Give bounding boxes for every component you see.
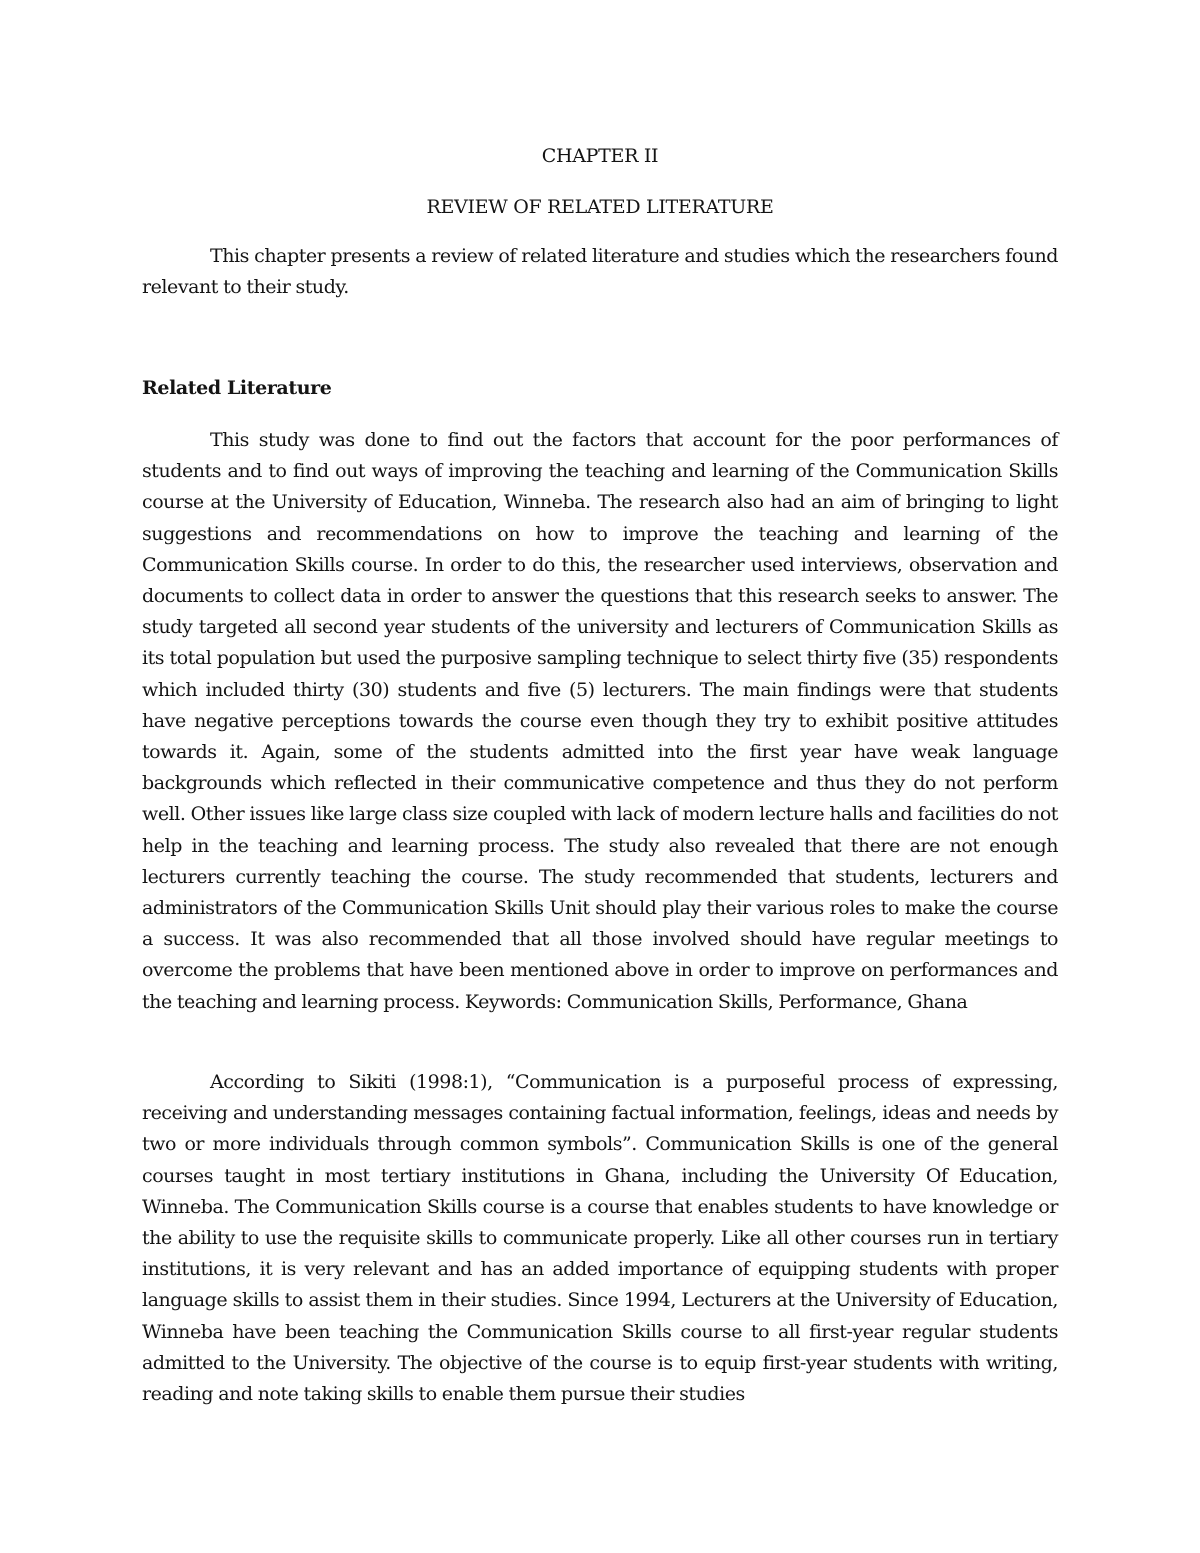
section-heading: Related Literature	[142, 377, 332, 399]
body-paragraph: According to Sikiti (1998:1), “Communication is a purposeful process of expressing, receiving and understanding messages containing factual information, feelings, ideas and needs by two or more individuals through common symbols”. Communication Skills is one of the general courses taught in most tertiary institutions in Ghana, including the University Of Education, Winneba. The Communication Skills course is a course that enables students to have knowledge or the ability to use the requisite skills to communicate properly. Like all other courses run in tertiary institutions, it is very relevant and has an added importance of equipping students with proper language skills to assist them in their studies. Since 1994, Lecturers at the University of Education, Winneba have been teaching the Communication Skills course to all first-year regular students admitted to the University. The objective of the course is to equip first-year students with writing, reading and note taking skills to enable them pursue their studies	[142, 1071, 1058, 1406]
chapter-title: CHAPTER II	[541, 145, 659, 167]
body-paragraph: This study was done to find out the factors that account for the poor performances of students and to find out ways of improving the teaching and learning of the Communication Skills course at the University of Education, Winneba. The research also had an aim of bringing to light suggestions and recommendations on how to improve the teaching and learning of the Communication Skills course. In order to do this, the researcher used interviews, observation and documents to collect data in order to answer the questions that this research seeks to answer. The study targeted all second year students of the university and lecturers of Communication Skills as its total population but used the purposive sampling technique to select thirty five (35) respondents which included thirty (30) students and five (5) lecturers. The main findings were that students have negative perceptions towards the course even though they try to exhibit positive attitudes towards it. Again, some of the students admitted into the first year have weak language backgrounds which reflected in their communicative competence and thus they do not perform well. Other issues like large class size coupled with lack of modern lecture halls and facilities do not help in the teaching and learning process. The study also revealed that there are not enough lecturers currently teaching the course. The study recommended that students, lecturers and administrators of the Communication Skills Unit should play their various roles to make the course a success. It was also recommended that all those involved should have regular meetings to overcome the problems that have been mentioned above in order to improve on performances and the teaching and learning process. Keywords: Communication Skills, Performance, Ghana	[142, 429, 1058, 1013]
intro-paragraph: This chapter presents a review of related literature and studies which the researchers found relevant to their study.	[142, 245, 1058, 299]
chapter-subtitle: REVIEW OF RELATED LITERATURE	[426, 196, 774, 218]
